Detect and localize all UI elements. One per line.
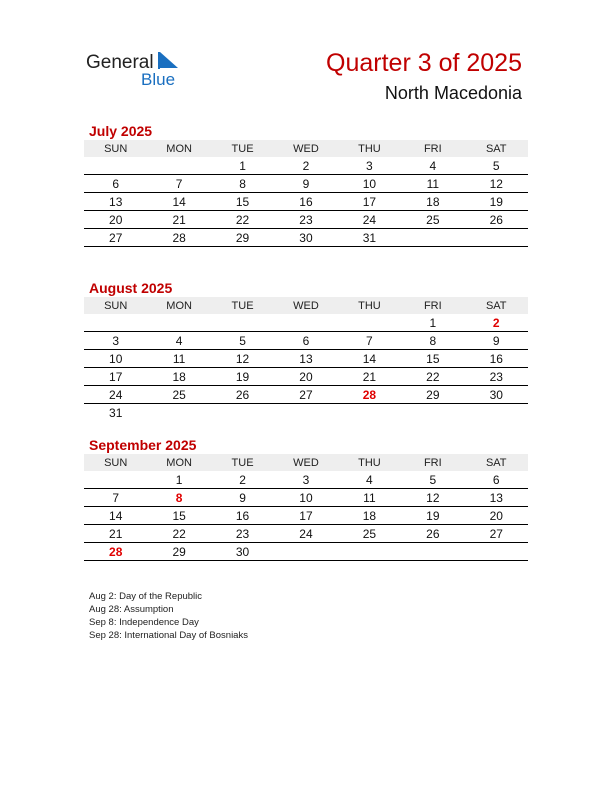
date-cell: 30 <box>299 230 313 245</box>
date-cell: 11 <box>172 351 186 366</box>
date-cell: 12 <box>235 351 250 366</box>
date-cell: 30 <box>235 544 250 559</box>
date-cell: 16 <box>235 508 250 523</box>
date-cell: 9 <box>302 176 310 191</box>
date-cell: 27 <box>299 387 313 402</box>
month-title: July 2025 <box>89 123 153 139</box>
date-cell: 20 <box>489 508 503 523</box>
date-cell: 6 <box>492 472 500 487</box>
week-row <box>84 386 528 404</box>
weekday-label: FRI <box>423 456 442 469</box>
date-cell: 19 <box>426 508 440 523</box>
date-cell: 5 <box>429 472 437 487</box>
date-cell: 5 <box>492 158 500 173</box>
holiday-note: Sep 28: International Day of Bosniaks <box>89 630 248 641</box>
date-cell: 9 <box>492 333 500 348</box>
date-cell: 9 <box>239 490 246 505</box>
date-cell: 12 <box>426 490 440 505</box>
weekday-header <box>84 297 528 314</box>
week-row <box>84 489 528 507</box>
weekday-label: THU <box>358 142 381 155</box>
weekday-header <box>84 140 528 157</box>
week-row <box>84 193 528 211</box>
holiday-notes <box>89 590 248 642</box>
date-cell: 14 <box>109 508 123 523</box>
date-cell: 6 <box>112 176 120 191</box>
date-cell: 27 <box>109 230 123 245</box>
week-row <box>84 368 528 386</box>
weekday-label: THU <box>358 456 381 469</box>
date-cell: 4 <box>366 472 373 487</box>
date-cell: 26 <box>426 526 440 541</box>
date-cell: 10 <box>362 176 377 191</box>
week-row <box>84 175 528 193</box>
date-cell: 31 <box>362 230 377 245</box>
weekday-label: FRI <box>423 142 442 155</box>
weekday-label: WED <box>293 299 319 312</box>
date-cell: 14 <box>362 351 377 366</box>
weekday-label: MON <box>166 299 192 312</box>
date-cell: 11 <box>426 176 440 191</box>
weekday-header <box>84 454 528 471</box>
holiday-date-cell: 28 <box>362 387 377 402</box>
date-cell: 4 <box>429 158 437 173</box>
date-cell: 12 <box>489 176 503 191</box>
date-cell: 3 <box>112 333 120 348</box>
date-cell: 15 <box>172 508 186 523</box>
holiday-note: Aug 28: Assumption <box>89 604 174 615</box>
country-name: North Macedonia <box>384 83 522 103</box>
week-row <box>84 157 528 175</box>
date-cell: 21 <box>172 212 186 227</box>
date-cell: 8 <box>429 333 437 348</box>
weekday-label: TUE <box>231 299 254 312</box>
date-cell: 20 <box>299 369 313 384</box>
date-cell: 5 <box>239 333 246 348</box>
holiday-note: Aug 2: Day of the Republic <box>89 591 203 602</box>
weekday-label: MON <box>166 456 192 469</box>
date-cell: 13 <box>299 351 313 366</box>
date-cell: 10 <box>109 351 123 366</box>
date-cell: 13 <box>109 194 123 209</box>
date-cell: 29 <box>172 544 186 559</box>
date-cell: 22 <box>426 369 440 384</box>
weekday-label: SAT <box>485 299 507 312</box>
week-row <box>84 314 528 332</box>
date-cell: 3 <box>302 472 310 487</box>
logo-text-general: General <box>86 52 154 73</box>
week-row <box>84 471 528 489</box>
date-cell: 29 <box>426 387 440 402</box>
date-cell: 2 <box>302 158 310 173</box>
date-cell: 18 <box>362 508 377 523</box>
month-calendar <box>84 279 528 422</box>
date-cell: 24 <box>299 526 313 541</box>
date-cell: 23 <box>235 526 250 541</box>
page-title: Quarter 3 of 2025 <box>326 49 522 77</box>
date-cell: 21 <box>362 369 377 384</box>
holiday-date-cell: 8 <box>175 490 183 505</box>
date-cell: 26 <box>489 212 503 227</box>
month-title: September 2025 <box>89 437 197 453</box>
date-cell: 13 <box>489 490 503 505</box>
weekday-label: SUN <box>104 299 128 312</box>
date-cell: 25 <box>362 526 377 541</box>
date-cell: 3 <box>366 158 373 173</box>
date-cell: 1 <box>239 158 246 173</box>
week-row <box>84 525 528 543</box>
weekday-label: WED <box>293 456 319 469</box>
date-cell: 8 <box>239 176 246 191</box>
date-cell: 18 <box>426 194 440 209</box>
date-cell: 23 <box>489 369 503 384</box>
date-cell: 24 <box>109 387 123 402</box>
weekday-label: FRI <box>423 299 442 312</box>
date-cell: 16 <box>299 194 313 209</box>
date-cell: 31 <box>109 406 123 420</box>
week-row <box>84 229 528 247</box>
date-cell: 7 <box>112 490 120 505</box>
date-cell: 21 <box>109 526 123 541</box>
weekday-label: TUE <box>231 142 254 155</box>
date-cell: 20 <box>109 212 123 227</box>
date-cell: 19 <box>489 194 503 209</box>
weekday-label: SAT <box>485 456 507 469</box>
logo-flag-icon <box>158 52 178 70</box>
holiday-note: Sep 8: Independence Day <box>89 617 199 628</box>
date-cell: 10 <box>299 490 313 505</box>
date-cell: 1 <box>175 472 183 487</box>
holiday-date-cell: 28 <box>109 544 123 559</box>
week-row <box>84 543 528 561</box>
date-cell: 7 <box>366 333 373 348</box>
date-cell: 30 <box>489 387 503 402</box>
date-cell: 29 <box>235 230 250 245</box>
date-cell: 14 <box>172 194 186 209</box>
weekday-label: SUN <box>104 142 128 155</box>
date-cell: 25 <box>172 387 186 402</box>
date-cell: 27 <box>489 526 503 541</box>
holiday-date-cell: 2 <box>492 315 500 330</box>
week-row <box>84 507 528 525</box>
week-row <box>84 211 528 229</box>
date-cell: 26 <box>235 387 250 402</box>
weekday-label: MON <box>166 142 192 155</box>
week-row <box>84 404 528 422</box>
week-row <box>84 332 528 350</box>
month-calendar <box>84 122 528 247</box>
weekday-label: WED <box>293 142 319 155</box>
date-cell: 6 <box>302 333 310 348</box>
date-cell: 11 <box>363 490 376 505</box>
date-cell: 17 <box>299 508 313 523</box>
date-cell: 18 <box>172 369 186 384</box>
date-cell: 1 <box>429 315 437 330</box>
week-row <box>84 350 528 368</box>
date-cell: 28 <box>172 230 186 245</box>
date-cell: 15 <box>426 351 440 366</box>
date-cell: 2 <box>239 472 246 487</box>
weekday-label: SUN <box>104 456 128 469</box>
date-cell: 17 <box>109 369 123 384</box>
date-cell: 19 <box>235 369 250 384</box>
generalblue-logo <box>86 50 196 90</box>
weekday-label: TUE <box>231 456 254 469</box>
date-cell: 15 <box>235 194 250 209</box>
month-title: August 2025 <box>89 280 173 296</box>
date-cell: 23 <box>299 212 313 227</box>
weekday-label: SAT <box>485 142 507 155</box>
date-cell: 22 <box>172 526 186 541</box>
date-cell: 22 <box>235 212 250 227</box>
date-cell: 25 <box>426 212 440 227</box>
date-cell: 7 <box>175 176 183 191</box>
date-cell: 17 <box>362 194 377 209</box>
month-calendar <box>84 436 528 561</box>
date-cell: 4 <box>175 333 183 348</box>
date-cell: 24 <box>362 212 377 227</box>
date-cell: 16 <box>489 351 503 366</box>
logo-text-blue: Blue <box>141 70 176 89</box>
weekday-label: THU <box>358 299 381 312</box>
